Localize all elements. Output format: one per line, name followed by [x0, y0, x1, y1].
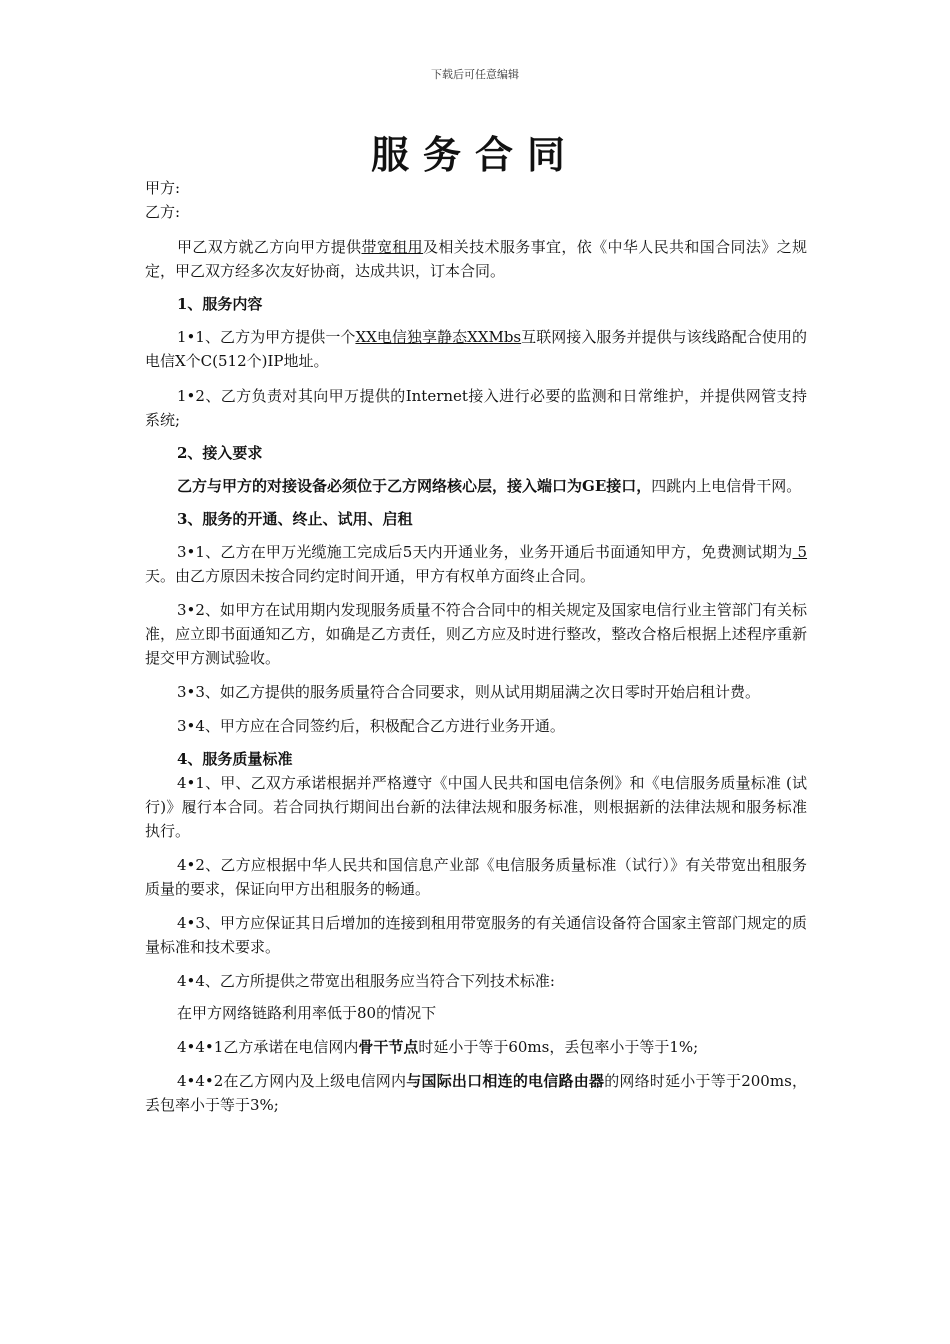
clause-4-4-1 [145, 1035, 807, 1059]
clause-1-1 [145, 325, 807, 373]
clause-4-4-1-bold: 骨干节点 [358, 1038, 419, 1056]
intro-text-2: 及相关技术服务事宜，依《中华人民共和国合同法》之规定，甲乙双方经多次友好协商，达成共识，订本合同。 [145, 238, 807, 280]
clause-1-1-text-b: 互联网接入服务并提供与该线路配合使用的电信X个C(512个)IP地址。 [145, 328, 808, 370]
header-note: 下载后可任意编辑 [431, 68, 519, 81]
section-2-bold-text: 乙方与甲方的对接设备必须位于乙方网络核心层，接入端口为GE接口， [177, 477, 652, 495]
intro-paragraph [145, 235, 807, 283]
clause-4-4: 4•4、乙方所提供之带宽出租服务应当符合下列技术标准: [177, 972, 555, 990]
section-2-paragraph [145, 474, 807, 498]
party-a-line: 甲方: [145, 179, 181, 197]
clause-4-4-2-bold: 与国际出口相连的电信路由器 [406, 1072, 605, 1090]
clause-4-2: 4•2、乙方应根据中华人民共和国信息产业部《电信服务质量标准（试行）》有关带宽出租服务质量的要求，保证向甲方出租服务的畅通。 [145, 856, 807, 898]
clause-1-2: 1•2、乙方负责对其向甲万提供的Internet接入进行必要的监测和日常维护，并提供网管支持系统; [145, 387, 807, 429]
clause-4-4-2 [145, 1069, 807, 1117]
section-3-heading: 3、服务的开通、终止、试用、启租 [177, 510, 413, 528]
clause-4-4-1-text-a: 4•4•1乙方承诺在电信网内 [177, 1038, 359, 1056]
section-1-heading: 1、服务内容 [177, 295, 263, 313]
intro-underlined-service: 带宽租用 [361, 238, 423, 256]
clause-3-4: 3•4、甲方应在合同签约后，积极配合乙方进行业务开通。 [177, 717, 565, 735]
clause-3-3: 3•3、如乙方提供的服务质量符合合同要求，则从试用期届满之次日零时开始启租计费。 [177, 683, 760, 701]
clause-4-4-1-text-c: 时延小于等于60ms，丢包率小于等于1%; [418, 1038, 699, 1056]
clause-4-1: 4•1、甲、乙双方承诺根据并严格遵守《中国人民共和国电信条例》和《电信服务质量标准 (试行)》履行本合同。若合同执行期间出台新的法律法规和服务标准，则根据新的法律法规和服务标准执行。 [145, 774, 807, 840]
clause-4-4-2-text-c: 的网络时延小于等于200ms，丢包率小于等于3%; [145, 1072, 807, 1114]
section-2-heading: 2、接入要求 [177, 444, 263, 462]
party-b-line: 乙方: [145, 203, 181, 221]
intro-text-1: 甲乙双方就乙方向甲方提供 [177, 238, 362, 256]
clause-4-4-2-text-a: 4•4•2在乙方网内及上级电信网内 [177, 1072, 407, 1090]
clause-3-1-text-b: 天。由乙方原因未按合同约定时间开通，甲方有权单方面终止合同。 [145, 567, 596, 585]
clause-1-1-underlined: XX电信独享静态XXMbs [355, 328, 522, 346]
clause-3-1 [145, 540, 807, 588]
clause-4-4-condition: 在甲方网络链路利用率低于80的情况下 [177, 1004, 437, 1022]
clause-3-1-text-a: 3•1、乙方在甲万光缆施工完成后5天内开通业务，业务开通后书面通知甲方，免费测试期为 [177, 543, 793, 561]
clause-3-2: 3•2、如甲方在试用期内发现服务质量不符合合同中的相关规定及国家电信行业主管部门有关标准，应立即书面通知乙方，如确是乙方责任，则乙方应及时进行整改，整改合格后根据上述程序重新提交甲方测试验收。 [145, 601, 807, 667]
clause-4-3: 4•3、甲方应保证其日后增加的连接到租用带宽服务的有关通信设备符合国家主管部门规定的质量标准和技术要求。 [145, 914, 807, 956]
contract-body [145, 176, 807, 1117]
section-4-heading: 4、服务质量标准 [177, 750, 293, 768]
clause-1-1-text-a: 1•1、乙方为甲方提供一个 [177, 328, 356, 346]
document-title: 服务合同 [370, 132, 579, 177]
section-2-rest-text: 四跳内上电信骨干网。 [651, 477, 802, 495]
clause-3-1-underlined-days: 5 [792, 543, 808, 561]
